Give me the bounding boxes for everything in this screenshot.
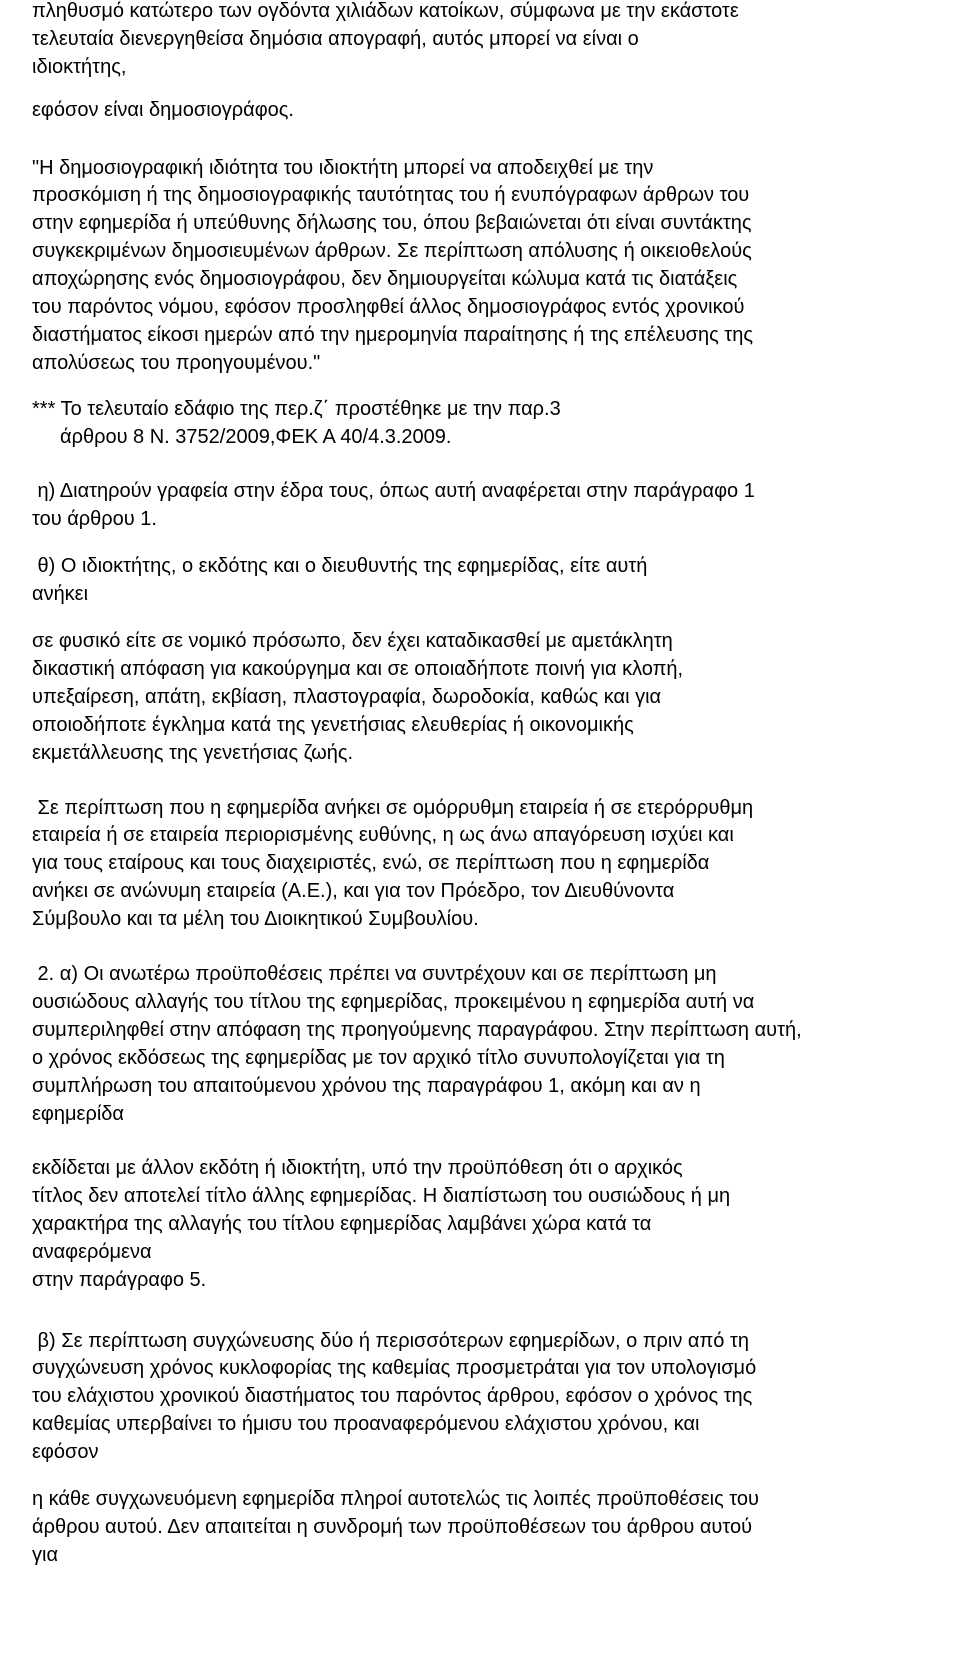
text-line: προσκόμιση ή της δημοσιογραφικής ταυτότητας του ή ενυπόγραφων άρθρων του (32, 184, 750, 207)
text-line: για τους εταίρους και τους διαχειριστές, ενώ, σε περίπτωση που η εφημερίδα (32, 852, 710, 875)
text-line: του άρθρου 1. (32, 507, 157, 530)
text-line: αναφερόμενα (32, 1241, 152, 1264)
block-para-2a-cont (0, 1155, 960, 1267)
text-line: β) Σε περίπτωση συγχώνευσης δύο ή περισσότερων εφημερίδων, ο πριν από τη (32, 1329, 749, 1352)
text-line: *** Το τελευταίο εδάφιο της περ.ζ΄ προστέθηκε με την παρ.3 (32, 398, 561, 420)
block-amendment-note-cont (0, 424, 960, 452)
text-line: εφόσον (32, 1441, 99, 1464)
text-line: ανήκει (32, 582, 89, 605)
text-line: συμπλήρωση του απαιτούμενου χρόνου της παραγράφου 1, ακόμη και αν η (32, 1074, 701, 1097)
text-line: τίτλος δεν αποτελεί τίτλο άλλης εφημερίδας. Η διαπίστωση του ουσιώδους ή μη (32, 1185, 731, 1208)
text-line: Σύμβουλο και τα μέλη του Διοικητικού Συμβουλίου. (32, 908, 479, 931)
text-line: συγκεκριμένων δημοσιευμένων άρθρων. Σε περίπτωση απόλυσης ή οικειοθελούς (32, 240, 752, 263)
block-para-2a-end (0, 1267, 960, 1295)
text-line: τελευταία διενεργηθείσα δημόσια απογραφή, αυτός μπορεί να είναι ο (32, 28, 639, 51)
block-census-end (0, 0, 960, 82)
text-line: εκδίδεται με άλλον εκδότη ή ιδιοκτήτη, υπό την προϋπόθεση ότι ο αρχικός (32, 1157, 683, 1180)
text-line: σε φυσικό είτε σε νομικό πρόσωπο, δεν έχει καταδικασθεί με αμετάκλητη (32, 630, 673, 653)
text-line: άρθρου 8 Ν. 3752/2009,ΦΕΚ Α 40/4.3.2009. (60, 426, 452, 448)
text-line: η κάθε συγχωνευόμενη εφημερίδα πληροί αυτοτελώς τις λοιπές προϋποθέσεις του (32, 1488, 759, 1511)
text-line: εταιρεία ή σε εταιρεία περιορισμένης ευθύνης, η ως άνω απαγόρευση ισχύει και (32, 824, 734, 847)
text-line: 2. α) Οι ανωτέρω προϋποθέσεις πρέπει να συντρέχουν και σε περίπτωση μη (32, 963, 717, 986)
block-if-journalist (0, 97, 960, 125)
text-line: συμπεριληφθεί στην απόφαση της προηγούμενης παραγράφου. Στην περίπτωση αυτή, (32, 1019, 802, 1042)
text-line: δικαστική απόφαση για κακούργημα και σε οποιαδήποτε ποινή για κλοπή, (32, 658, 684, 681)
text-line: οποιοδήποτε έγκλημα κατά της γενετήσιας ελευθερίας ή οικονομικής (32, 713, 634, 736)
text-line: ουσιώδους αλλαγής του τίτλου της εφημερίδας, προκειμένου η εφημερίδα αυτή να (32, 991, 755, 1014)
text-line: υπεξαίρεση, απάτη, εκβίαση, πλαστογραφία, δωροδοκία, καθώς και για (32, 686, 662, 709)
text-line: για (32, 1543, 59, 1566)
text-line: του ελάχιστου χρονικού διαστήματος του παρόντος άρθρου, εφόσον ο χρόνος της (32, 1385, 753, 1408)
text-line: ιδιοκτήτης, (32, 56, 127, 79)
text-line: διαστήματος είκοσι ημερών από την ημερομηνία παραίτησης ή της επέλευσης της (32, 323, 753, 346)
text-line: ο χρόνος εκδόσεως της εφημερίδας με τον αρχικό τίτλο συνυπολογίζεται για τη (32, 1047, 725, 1070)
text-line: στην παράγραφο 5. (32, 1268, 207, 1291)
block-item-theta-cont (0, 628, 960, 767)
text-line: συγχώνευση χρόνος κυκλοφορίας της καθεμίας προσμετράται για τον υπολογισμό (32, 1357, 757, 1380)
block-item-eta (0, 478, 960, 534)
text-line: "Η δημοσιογραφική ιδιότητα του ιδιοκτήτη μπορεί να αποδειχθεί με την (32, 156, 654, 179)
text-line: χαρακτήρα της αλλαγής του τίτλου εφημερίδας λαμβάνει χώρα κατά τα (32, 1213, 652, 1236)
text-line: απολύσεως του προηγουμένου." (32, 351, 321, 374)
text-line: καθεμίας υπερβαίνει το ήμισυ του προαναφερόμενου ελάχιστου χρόνου, και (32, 1413, 700, 1436)
text-line: άρθρου αυτού. Δεν απαιτείται η συνδρομή των προϋποθέσεων του άρθρου αυτού (32, 1515, 752, 1538)
block-item-theta (0, 553, 960, 609)
block-journalist-status-quote (0, 155, 960, 378)
text-line: στην εφημερίδα ή υπεύθυνης δήλωσης του, όπου βεβαιώνεται ότι είναι συντάκτης (32, 212, 752, 235)
text-line: εφημερίδα (32, 1102, 124, 1125)
text-line: ανήκει σε ανώνυμη εταιρεία (Α.Ε.), και για τον Πρόεδρο, τον Διευθύνοντα (32, 880, 675, 903)
text-line: πληθυσμό κατώτερο των ογδόντα χιλιάδων κατοίκων, σύμφωνα με την εκάστοτε (32, 0, 739, 23)
text-line: εφόσον είναι δημοσιογράφος. (32, 99, 294, 121)
text-line: θ) Ο ιδιοκτήτης, ο εκδότης και ο διευθυντής της εφημερίδας, είτε αυτή (32, 555, 648, 577)
block-para-2a (0, 961, 960, 1128)
block-partnership (0, 795, 960, 934)
block-para-2b-cont (0, 1486, 960, 1570)
text-line: Σε περίπτωση που η εφημερίδα ανήκει σε ομόρρυθμη εταιρεία ή σε ετερόρρυθμη (32, 796, 754, 819)
text-line: αποχώρησης ενός δημοσιογράφου, δεν δημιουργείται κώλυμα κατά τις διατάξεις (32, 268, 738, 291)
text-line: η) Διατηρούν γραφεία στην έδρα τους, όπως αυτή αναφέρεται στην παράγραφο 1 (32, 480, 755, 502)
text-line: εκμετάλλευσης της γενετήσιας ζωής. (32, 741, 354, 764)
block-para-2b (0, 1328, 960, 1467)
text-line: του παρόντος νόμου, εφόσον προσληφθεί άλλος δημοσιογράφος εντός χρονικού (32, 295, 745, 318)
block-amendment-note (0, 396, 960, 424)
